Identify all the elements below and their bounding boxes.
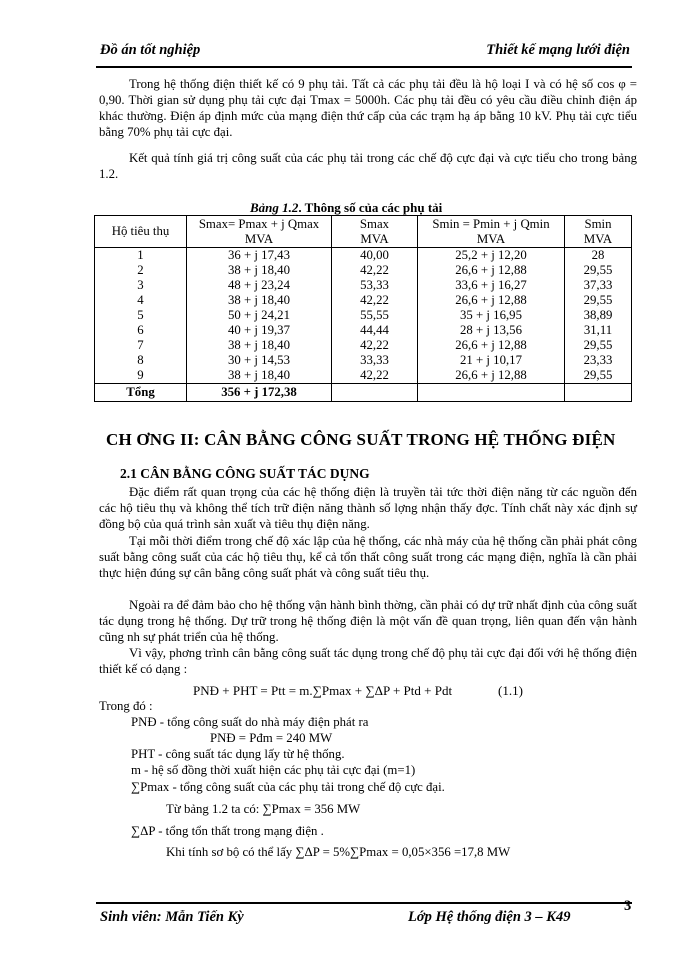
table-cell: 29,55 — [565, 368, 632, 384]
table-row — [95, 338, 632, 353]
intro-paragraph-2: Kết quả tính giá trị công suất của các phụ tải trong các chế độ cực đại và cực tiểu cho trong bảng 1.2. — [99, 151, 637, 181]
header-left: Đồ án tốt nghiệp — [100, 42, 201, 58]
definition-item: PNĐ = Pđm = 240 MW — [210, 731, 333, 745]
body-paragraph-3: Ngoài ra để đảm bảo cho hệ thống vận hành bình thờng, cần phải có dự trữ nhất định của công suất tác dụng trong hệ thống. Dự trữ trong hệ thống điện là một vấn đề quan trọng, liên quan đến vận hành cũng nh sự phát triển của hệ thống. — [99, 598, 637, 644]
table-cell: 38 + j 18,40 — [187, 263, 332, 278]
section-title: 2.1 CÂN BẰNG CÔNG SUẤT TÁC DỤNG — [120, 466, 370, 481]
table-cell: 28 — [565, 248, 632, 264]
page-header — [96, 40, 632, 68]
table-cell: 8 — [95, 353, 187, 368]
table-cell: 50 + j 24,21 — [187, 308, 332, 323]
table-row — [95, 353, 632, 368]
table-cell: 30 + j 14,53 — [187, 353, 332, 368]
table-cell: 42,22 — [332, 263, 418, 278]
table-cell: 26,6 + j 12,88 — [418, 263, 565, 278]
footer-student: Sinh viên: Mẫn Tiến Kỳ — [100, 909, 244, 925]
table-row — [95, 293, 632, 308]
page-number: 3 — [624, 898, 632, 914]
table-cell: 23,33 — [565, 353, 632, 368]
table-cell: 44,44 — [332, 323, 418, 338]
footer-class: Lớp Hệ thống điện 3 – K49 — [408, 909, 571, 925]
table-cell: 33,6 + j 16,27 — [418, 278, 565, 293]
table-cell: 5 — [95, 308, 187, 323]
table-header-cell: Smax MVA — [332, 216, 418, 248]
table-row — [95, 323, 632, 338]
table-cell: 33,33 — [332, 353, 418, 368]
table-cell: 38 + j 18,40 — [187, 293, 332, 308]
power-balance-formula — [193, 683, 523, 699]
table-row — [95, 263, 632, 278]
table-row — [95, 278, 632, 293]
table-header-row — [95, 216, 632, 248]
table-cell: 42,22 — [332, 338, 418, 353]
table-cell: Tổng — [95, 384, 187, 402]
table-cell: 31,11 — [565, 323, 632, 338]
definitions-intro: Trong đó : — [99, 699, 153, 713]
table-cell: 7 — [95, 338, 187, 353]
definition-item: Từ bảng 1.2 ta có: ∑Pmax = 356 MW — [166, 802, 361, 816]
body-paragraph-1: Đặc điểm rất quan trọng của các hệ thống điện là truyền tải tức thời điện năng từ các nguồn đến các hộ tiêu thụ và không thể tích trữ điện năng thành số lợng nhận thấy đợc. Tính chất này xác định sự đồng bộ của quá trình sản xuất và tiêu thụ điện năng. — [99, 485, 637, 531]
table-cell — [418, 384, 565, 402]
table-cell: 356 + j 172,38 — [187, 384, 332, 402]
definition-item: ∑ΔP - tổng tổn thất trong mạng điện . — [131, 824, 324, 838]
table-cell: 25,2 + j 12,20 — [418, 248, 565, 264]
table-cell: 26,6 + j 12,88 — [418, 368, 565, 384]
table-cell: 36 + j 17,43 — [187, 248, 332, 264]
table-header-cell: Hộ tiêu thụ — [95, 216, 187, 248]
load-parameters-table — [94, 215, 632, 402]
table-cell: 29,55 — [565, 338, 632, 353]
table-cell: 40,00 — [332, 248, 418, 264]
table-cell: 37,33 — [565, 278, 632, 293]
table-cell: 55,55 — [332, 308, 418, 323]
table-header-cell: Smin = Pmin + j Qmin MVA — [418, 216, 565, 248]
table-cell: 40 + j 19,37 — [187, 323, 332, 338]
table-cell: 2 — [95, 263, 187, 278]
definition-item: Khi tính sơ bộ có thể lấy ∑ΔP = 5%∑Pmax = 0,05×356 =17,8 MW — [166, 845, 511, 859]
table-cell: 38 + j 18,40 — [187, 338, 332, 353]
table-cell: 29,55 — [565, 263, 632, 278]
formula-text: PNĐ + PHT = Ptt = m.∑Pmax + ∑ΔP + Ptd + Pdt — [193, 683, 453, 698]
table-cell — [332, 384, 418, 402]
table-cell: 6 — [95, 323, 187, 338]
intro-paragraph-1: Trong hệ thống điện thiết kế có 9 phụ tải. Tất cả các phụ tải đều là hộ loại I và có hệ số cos φ = 0,90. Thời gian sử dụng phụ tải cực đại Tmax = 5000h. Các phụ tải đều có yêu cầu điều chỉnh điện áp khác thường. Điện áp định mức của mạng điện thứ cấp của các trạm hạ áp bằng 10 kV. Phụ tải cực tiểu bằng 70% phụ tải cực đại. — [99, 77, 637, 139]
definition-item: PNĐ - tổng công suất do nhà máy điện phát ra — [131, 715, 369, 729]
page-footer — [96, 902, 632, 930]
table-cell — [565, 384, 632, 402]
table-row — [95, 308, 632, 323]
definition-item: PHT - công suất tác dụng lấy từ hệ thống. — [131, 747, 345, 761]
table-caption — [250, 200, 442, 216]
definition-item: ∑Pmax - tổng công suất của các phụ tải trong chế độ cực đại. — [131, 780, 445, 794]
table-cell: 42,22 — [332, 293, 418, 308]
formula-number: (1.1) — [498, 683, 523, 698]
table-cell: 38 + j 18,40 — [187, 368, 332, 384]
table-cell: 9 — [95, 368, 187, 384]
table-cell: 1 — [95, 248, 187, 264]
table-cell: 4 — [95, 293, 187, 308]
table-total-row — [95, 384, 632, 402]
table-header-cell: Smin MVA — [565, 216, 632, 248]
table-cell: 28 + j 13,56 — [418, 323, 565, 338]
table-cell: 48 + j 23,24 — [187, 278, 332, 293]
table-caption-text: . Thông số của các phụ tải — [298, 200, 443, 215]
header-right: Thiết kế mạng lưới điện — [486, 42, 630, 58]
table-cell: 29,55 — [565, 293, 632, 308]
table-cell: 26,6 + j 12,88 — [418, 293, 565, 308]
table-cell: 42,22 — [332, 368, 418, 384]
table-cell: 26,6 + j 12,88 — [418, 338, 565, 353]
chapter-title: CH ƠNG II: CÂN BẰNG CÔNG SUẤT TRONG HỆ THỐNG ĐIỆN — [106, 430, 616, 449]
table-cell: 3 — [95, 278, 187, 293]
table-row — [95, 248, 632, 264]
table-cell: 35 + j 16,95 — [418, 308, 565, 323]
table-cell: 38,89 — [565, 308, 632, 323]
table-row — [95, 368, 632, 384]
definition-item: m - hệ số đồng thời xuất hiện các phụ tải cực đại (m=1) — [131, 763, 416, 777]
table-header-cell: Smax= Pmax + j Qmax MVA — [187, 216, 332, 248]
table-caption-label: Bảng 1.2 — [250, 200, 299, 215]
table-cell: 21 + j 10,17 — [418, 353, 565, 368]
body-paragraph-4: Vì vậy, phơng trình cân bằng công suất tác dụng trong chế độ phụ tải cực đại đối với hệ thống điện thiết kế có dạng : — [99, 646, 637, 676]
body-paragraph-2: Tại mỗi thời điểm trong chế độ xác lập của hệ thống, các nhà máy của hệ thống cần phải phát công suất bằng công suất của các hộ tiêu thụ, kể cả tổn thất công suất trong các mạng điện, nghĩa là cần phải thực hiện đúng sự cân bằng công suất phát và công suất tiêu thụ. — [99, 534, 637, 580]
table-cell: 53,33 — [332, 278, 418, 293]
